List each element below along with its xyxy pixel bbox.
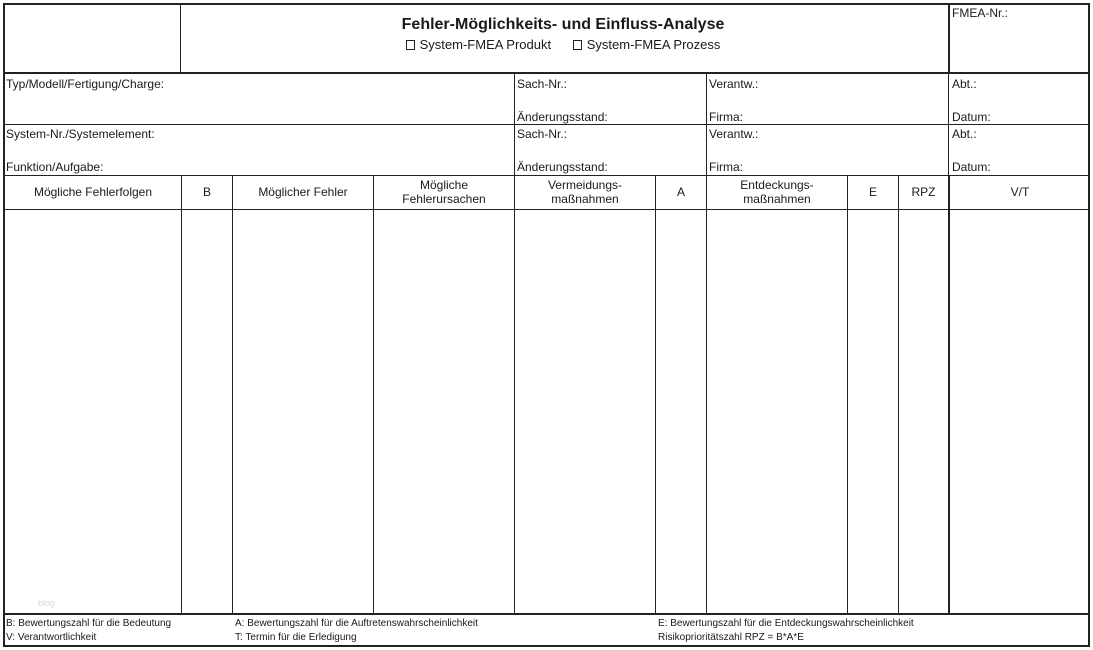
divider-info-2: [706, 73, 707, 176]
legend-e: E: Bewertungszahl für die Entdeckungswahrscheinlichkeit: [658, 618, 914, 629]
col-header-label: Vermeidungs-: [547, 178, 623, 192]
legend-rpz: Risikoprioritätszahl RPZ = B*A*E: [658, 632, 804, 643]
col-header-label: RPZ: [911, 185, 936, 199]
option-process[interactable]: [573, 37, 721, 52]
col-divider: [514, 175, 515, 614]
col-divider: [948, 175, 950, 614]
system-label: System-Nr./Systemelement:: [6, 127, 155, 141]
col-header-b: [182, 175, 232, 209]
checkbox-icon[interactable]: [573, 40, 582, 50]
col-header-label: Mögliche: [419, 178, 468, 192]
divider-header-right: [948, 3, 950, 73]
abt-label: Abt.:: [952, 127, 977, 141]
col-header-fehler: [233, 175, 373, 209]
legend-v: V: Verantwortlichkeit: [6, 632, 97, 643]
sach-nr-label: Sach-Nr.:: [517, 77, 568, 91]
col-divider: [706, 175, 707, 614]
legend-a: A: Bewertungszahl für die Auftretenswahrscheinlichkeit: [235, 618, 478, 629]
col-header-vermeidung: [515, 175, 655, 209]
datum-label: Datum:: [952, 110, 991, 124]
option-process-label: System-FMEA Prozess: [586, 37, 721, 52]
col-header-entdeckung: [707, 175, 847, 209]
col-header-label: B: [202, 185, 211, 199]
divider-info-1: [514, 73, 515, 176]
col-header-label: Entdeckungs-: [740, 178, 814, 192]
col-divider: [655, 175, 656, 614]
form-title: Fehler-Möglichkeits- und Einfluss-Analyse: [401, 16, 725, 33]
col-divider: [232, 175, 233, 614]
col-header-e: [848, 175, 898, 209]
legend-b: B: Bewertungszahl für die Bedeutung: [6, 618, 172, 629]
fmea-nr-label: FMEA-Nr.:: [952, 6, 1008, 20]
firma-label: Firma:: [709, 110, 743, 124]
col-header-label: E: [868, 185, 877, 199]
verantw-label: Verantw.:: [709, 127, 759, 141]
col-divider: [847, 175, 848, 614]
divider-info-3: [948, 73, 949, 176]
option-product-label: System-FMEA Produkt: [419, 37, 552, 52]
divider-header-bottom: [3, 72, 1090, 74]
watermark: blog: [38, 598, 56, 608]
col-header-fehlerfolgen: [5, 175, 181, 209]
divider-body-bottom: [3, 613, 1090, 615]
col-header-a: [656, 175, 706, 209]
verantw-label: Verantw.:: [709, 77, 759, 91]
divider-colheader-bottom: [3, 209, 1090, 210]
fmea-type-options: [180, 37, 946, 52]
col-header-ursachen: [374, 175, 514, 209]
fmea-form: [3, 3, 1090, 647]
sach-nr-label: Sach-Nr.:: [517, 127, 568, 141]
legend-t: T: Termin für die Erledigung: [235, 632, 357, 643]
col-divider: [373, 175, 374, 614]
col-header-vt: [950, 175, 1090, 209]
option-product[interactable]: [406, 37, 551, 52]
col-header-label: Mögliche Fehlerfolgen: [33, 185, 153, 199]
col-header-label: Möglicher Fehler: [258, 185, 348, 199]
col-header-label: maßnahmen: [743, 192, 811, 206]
col-header-label: A: [676, 185, 685, 199]
col-header-label: Fehlerursachen: [402, 192, 486, 206]
col-divider: [181, 175, 182, 614]
firma-label: Firma:: [709, 160, 743, 174]
col-header-label: maßnahmen: [551, 192, 619, 206]
col-divider: [898, 175, 899, 614]
funktion-label: Funktion/Aufgabe:: [6, 160, 104, 174]
aenderungsstand-label: Änderungsstand:: [517, 110, 608, 124]
typ-label: Typ/Modell/Fertigung/Charge:: [6, 77, 165, 91]
col-header-label: V/T: [1010, 185, 1030, 199]
checkbox-icon[interactable]: [406, 40, 415, 50]
col-header-rpz: [899, 175, 948, 209]
aenderungsstand-label: Änderungsstand:: [517, 160, 608, 174]
datum-label: Datum:: [952, 160, 991, 174]
abt-label: Abt.:: [952, 77, 977, 91]
divider-row1-bottom: [3, 124, 1090, 125]
